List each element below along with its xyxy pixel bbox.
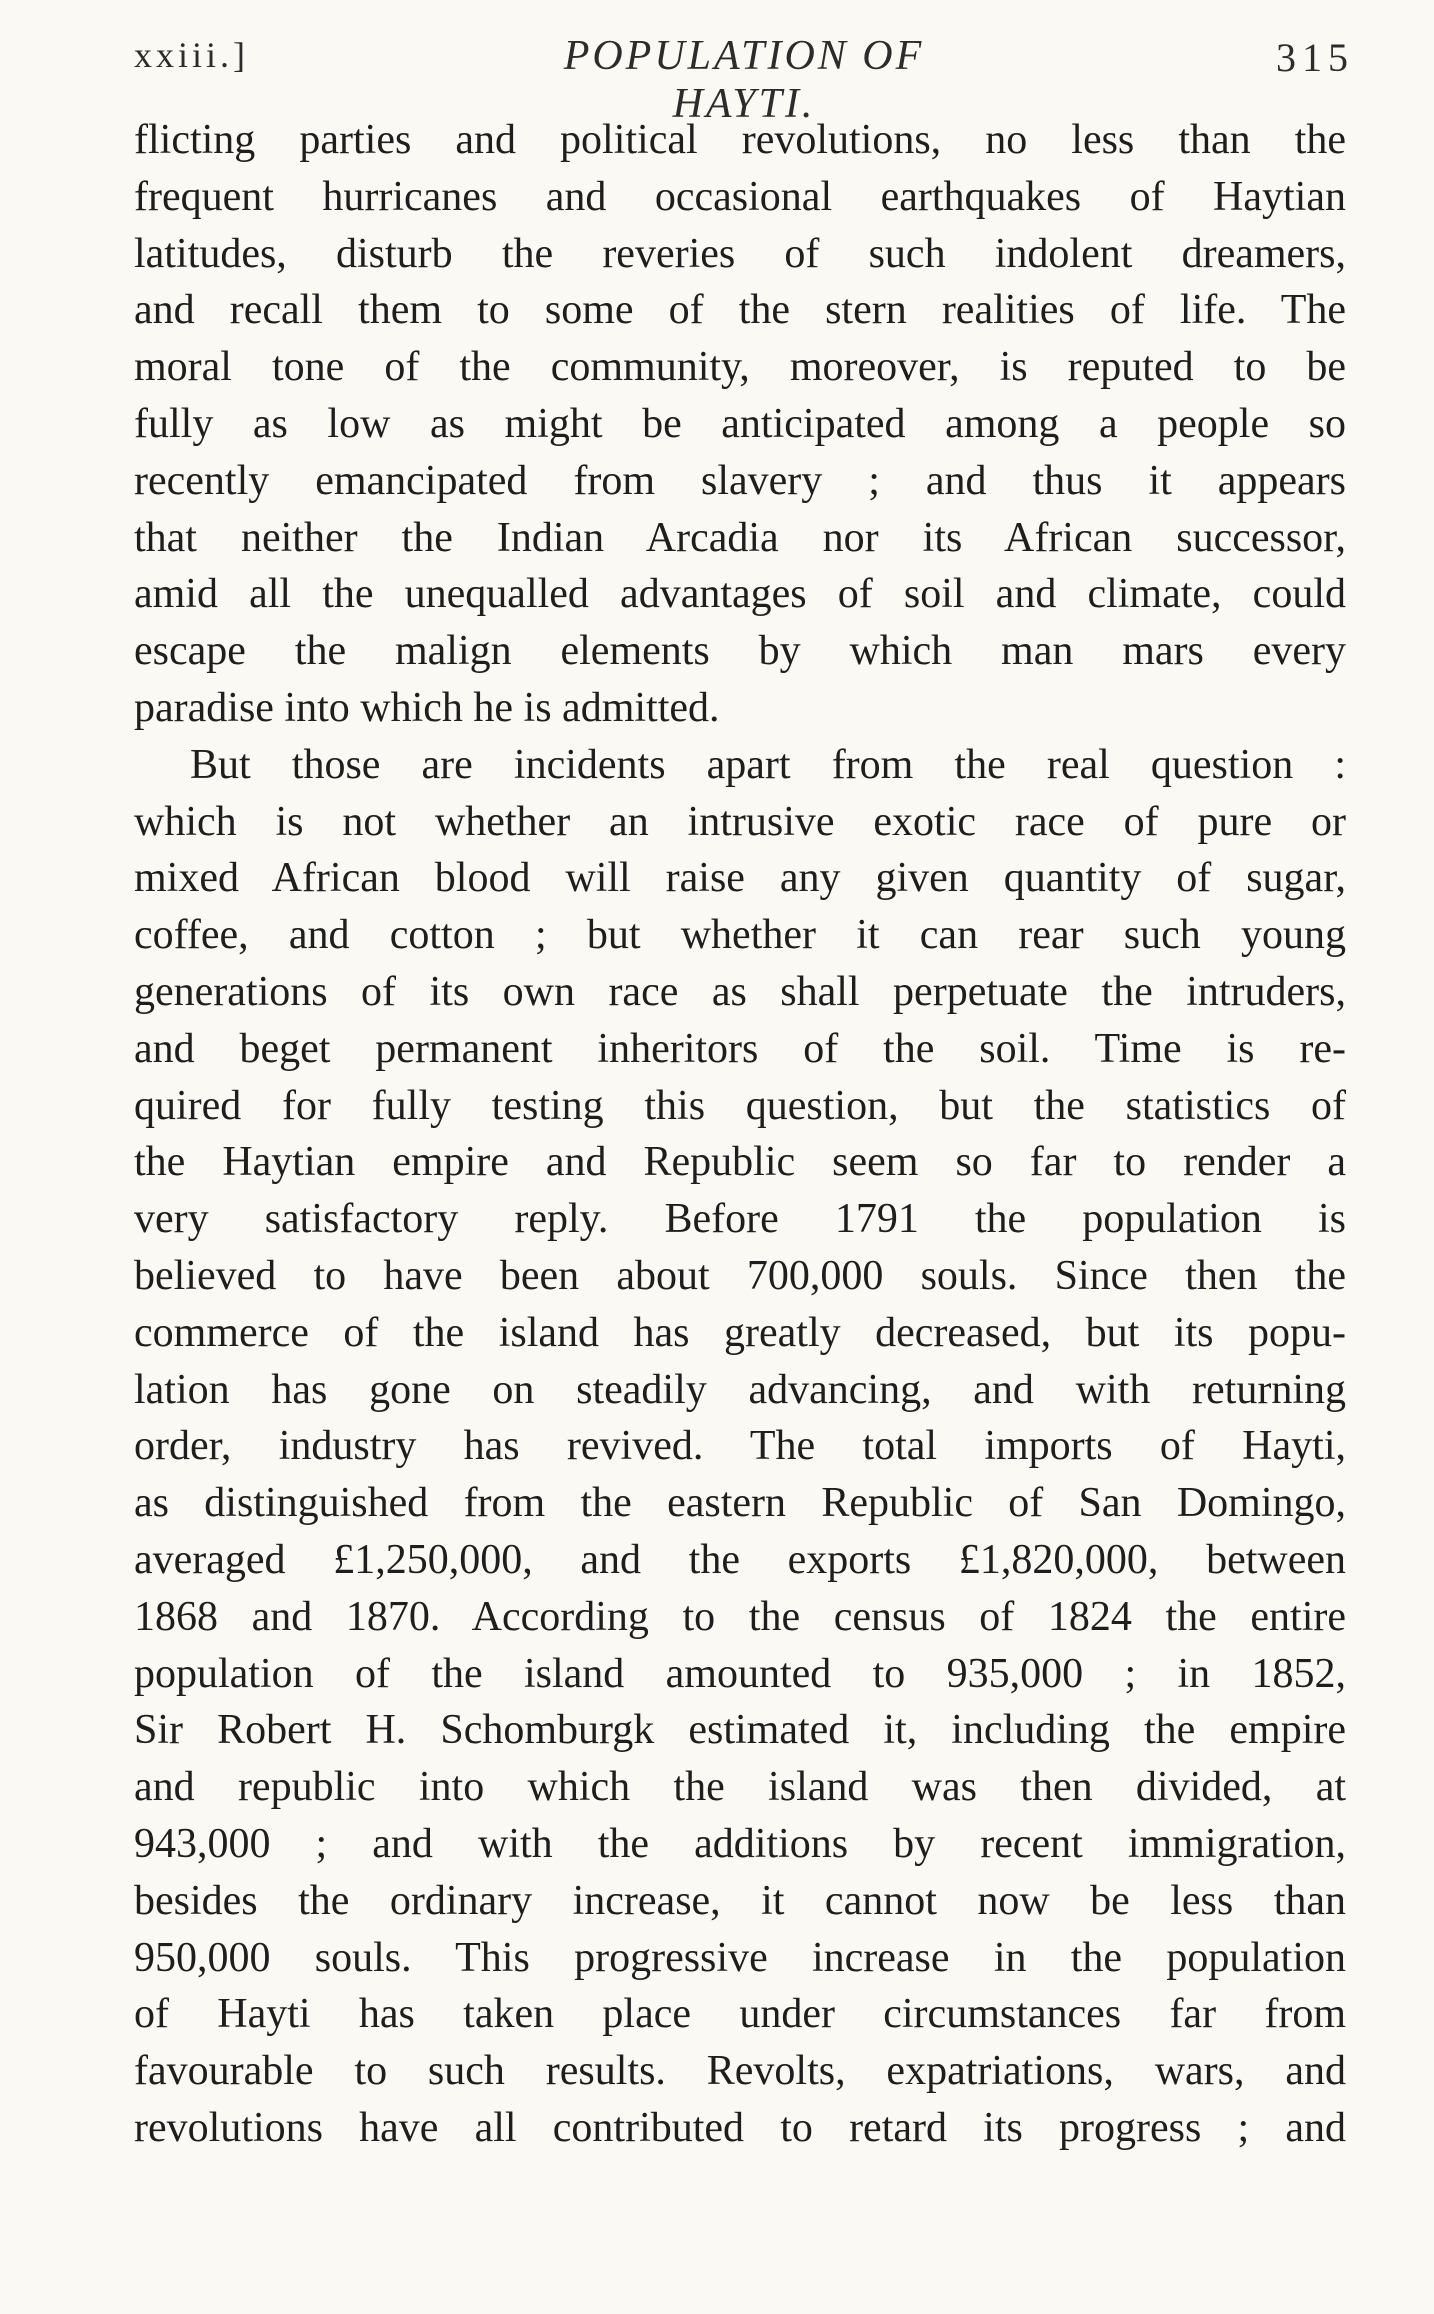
text-line: mixed African blood will raise any given quantity of sugar,: [134, 855, 1346, 902]
text-line: revolutions have all contributed to retard its progress ; and: [134, 2104, 1346, 2151]
text-line: of Hayti has taken place under circumstances far from: [134, 1991, 1346, 2038]
text-line: Sir Robert H. Schomburgk estimated it, including the empire: [134, 1707, 1346, 1754]
text-line: frequent hurricanes and occasional earthquakes of Haytian: [134, 173, 1346, 220]
text-line: escape the malign elements by which man mars every: [134, 628, 1346, 675]
text-line: favourable to such results. Revolts, expatriations, wars, and: [134, 2048, 1346, 2095]
text-line: paradise into which he is admitted.: [134, 684, 720, 731]
running-header: [134, 20, 1354, 127]
text-line: 950,000 souls. This progressive increase in the population: [134, 1934, 1346, 1981]
text-line: recently emancipated from slavery ; and thus it appears: [134, 457, 1346, 504]
text-line: order, industry has revived. The total imports of Hayti,: [134, 1423, 1346, 1470]
text-line: averaged £1,250,000, and the exports £1,820,000, between: [134, 1536, 1346, 1583]
text-line: population of the island amounted to 935,000 ; in 1852,: [134, 1650, 1346, 1697]
text-line: fully as low as might be anticipated among a people so: [134, 400, 1346, 447]
text-line: the Haytian empire and Republic seem so far to render a: [134, 1139, 1346, 1186]
text-line: But those are incidents apart from the real question :: [190, 741, 1346, 788]
text-line: moral tone of the community, moreover, is reputed to be: [134, 344, 1346, 391]
page-number: 315: [1276, 35, 1354, 80]
text-line: generations of its own race as shall perpetuate the intruders,: [134, 968, 1346, 1015]
text-line: as distinguished from the eastern Republic of San Domingo,: [134, 1480, 1346, 1527]
text-line: and recall them to some of the stern realities of life. The: [134, 287, 1346, 334]
text-line: which is not whether an intrusive exotic race of pure or: [134, 798, 1346, 845]
body-text: [134, 112, 1346, 2157]
text-line: very satisfactory reply. Before 1791 the population is: [134, 1196, 1346, 1243]
paragraph: [134, 737, 1346, 2157]
text-line: and republic into which the island was then divided, at: [134, 1764, 1346, 1811]
text-line: that neither the Indian Arcadia nor its African successor,: [134, 514, 1346, 561]
text-line: 1868 and 1870. According to the census of 1824 the entire: [134, 1593, 1346, 1640]
text-line: believed to have been about 700,000 souls. Since then the: [134, 1252, 1346, 1299]
text-line: 943,000 ; and with the additions by recent immigration,: [134, 1820, 1346, 1867]
text-line: lation has gone on steadily advancing, and with returning: [134, 1366, 1346, 1413]
running-title: POPULATION OF HAYTI.: [563, 33, 925, 127]
paragraph: [134, 112, 1346, 737]
text-line: quired for fully testing this question, but the statistics of: [134, 1082, 1346, 1129]
text-line: and beget permanent inheritors of the soil. Time is re-: [134, 1025, 1346, 1072]
chapter-reference: xxiii.]: [134, 35, 249, 75]
text-line: commerce of the island has greatly decreased, but its popu-: [134, 1309, 1346, 1356]
text-line: amid all the unequalled advantages of soil and climate, could: [134, 571, 1346, 618]
text-line: besides the ordinary increase, it cannot now be less than: [134, 1877, 1346, 1924]
text-line: coffee, and cotton ; but whether it can rear such young: [134, 912, 1346, 959]
text-line: latitudes, disturb the reveries of such indolent dreamers,: [134, 230, 1346, 277]
text-line: flicting parties and political revolutions, no less than the: [134, 117, 1346, 163]
